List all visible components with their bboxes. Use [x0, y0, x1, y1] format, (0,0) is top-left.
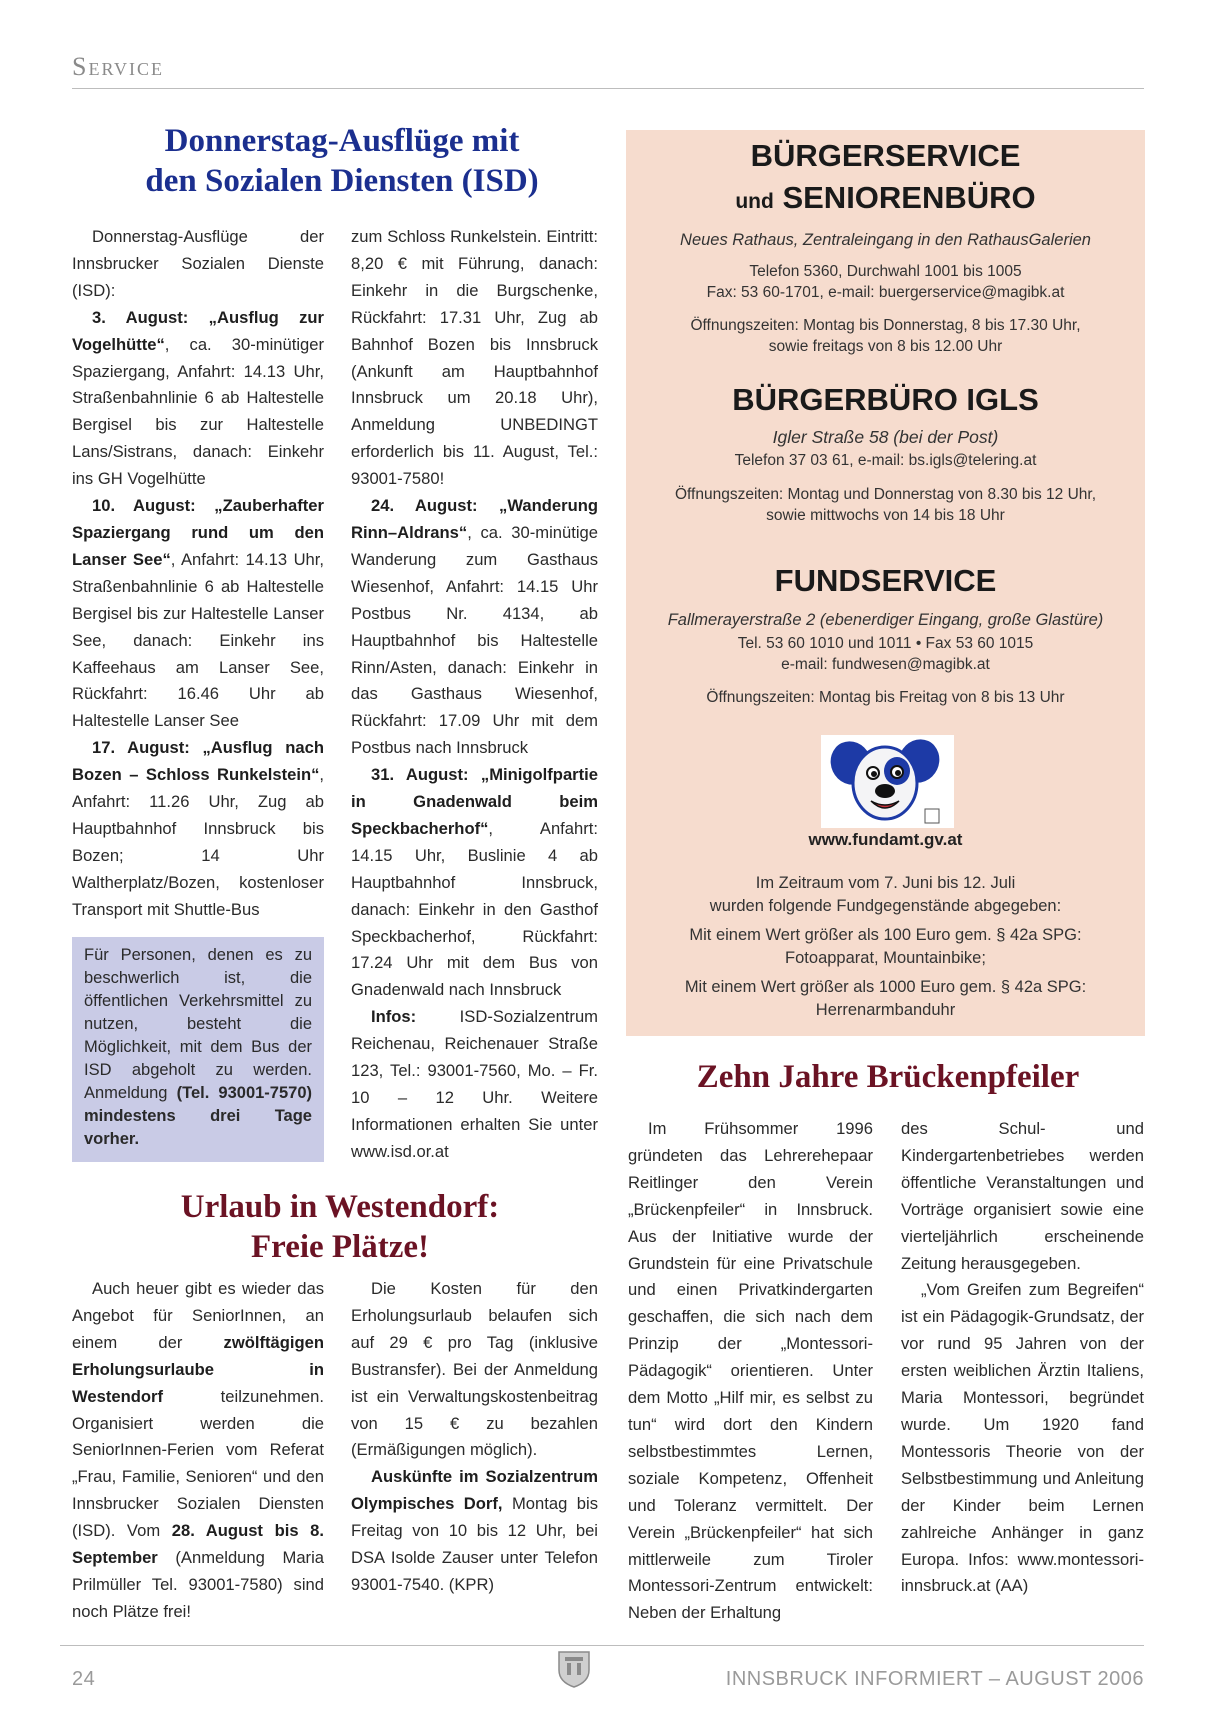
section-label: Service [72, 52, 165, 81]
fundservice-phone: Tel. 53 60 1010 und 1011 • Fax 53 60 1015 [737, 635, 1034, 652]
found-items-2: wurden folgende Fundgegenstände abgegeben: [709, 897, 1062, 915]
trip-3 [72, 735, 324, 923]
seniorenbuero-title [626, 180, 1145, 216]
dog-icon [821, 735, 954, 828]
trip-3-title: 17. August: „Ausflug nach Bozen – Schloss Runkelstein“ [72, 738, 324, 785]
trip-2-text: , Anfahrt: 14.13 Uhr, Straßenbahnlinie 6 ab Haltestelle Bergisel bis zur Haltestelle Lanser See, danach: Einkehr ins Kaffeehaus am Lanser See, Rückfahrt: 16.46 Uhr ab Haltestelle Lanser See [72, 549, 325, 731]
trip-4-title: 24. August: „Wanderung Rinn–Aldrans“ [351, 496, 598, 542]
westendorf-text1 [72, 1276, 324, 1626]
article1-title [72, 122, 612, 201]
und-label: und [735, 190, 774, 213]
trip-1 [72, 305, 324, 493]
buergerservice-phone: Telefon 5360, Durchwahl 1001 bis 1005 [749, 263, 1022, 280]
trip-3-continued: zum Schloss Runkelstein. Eintritt: 8,20 € mit Führung, danach: Einkehr in die Burgschenke, Rückfahrt: 17.31 Uhr, Zug ab Bahnhof Bozen bis Innsbruck (Ankunft am Hauptbahnhof Innsbruck um 20.18 Uhr), Anmeldung UNBEDINGT erforderlich bis 11. August, Tel.: 93001-7580! [351, 227, 598, 489]
article2-title-line2: Freie Plätze! [250, 1228, 430, 1265]
article1-title-line1: Donnerstag-Ausflüge mit [164, 123, 520, 159]
footer-divider [60, 1645, 1144, 1646]
fundamt-dog-mascot [821, 735, 954, 828]
found-items-6: Herrenarmbanduhr [815, 1001, 956, 1019]
article1-intro: Donnerstag-Ausflüge der Innsbrucker Sozialen Dienste (ISD): [72, 227, 324, 300]
westendorf-text1b: teilzunehmen. Organisiert werden die SeniorInnen-Ferien vom Referat „Frau, Familie, Senioren“ und den Innsbrucker Sozialen Diensten (ISD). Vom [72, 1386, 324, 1541]
found-items-4: Fotoapparat, Mountainbike; [785, 949, 986, 967]
publication-name: INNSBRUCK INFORMIERT – AUGUST 2006 [725, 1668, 1144, 1690]
page-number: 24 [72, 1668, 96, 1690]
seniorenbuero-label: SENIORENBÜRO [782, 180, 1036, 215]
article3-column1 [628, 1116, 873, 1627]
article1-title-line2: den Sozialen Diensten (ISD) [145, 162, 539, 199]
igls-address: Igler Straße 58 (bei der Post) [772, 427, 999, 447]
trip-3-text: , Anfahrt: 11.26 Uhr, Zug ab Hauptbahnhof Innsbruck bis Bozen; 14 Uhr Waltherplatz/Bozen, kostenloser Transport mit Shuttle-Bus [72, 765, 324, 919]
trip-5-title: 31. August: „Minigolfpartie in Gnadenwald beim Speckbacherhof“ [351, 765, 598, 838]
igls-hours1: Öffnungszeiten: Montag und Donnerstag von 8.30 bis 12 Uhr, [674, 486, 1097, 503]
fundamt-url[interactable]: www.fundamt.gv.at [808, 830, 963, 849]
header-divider [72, 88, 1144, 89]
isd-pickup-text: Für Personen, denen es zu beschwerlich ist, die öffentlichen Verkehrsmittel zu nutzen, besteht die Möglichkeit, mit dem Bus der ISD abgeholt zu werden. Anmeldung [84, 946, 312, 1102]
trip-4 [351, 493, 598, 762]
trip-5-text: , Anfahrt: 14.15 Uhr, Buslinie 4 ab Hauptbahnhof Innsbruck, danach: Einkehr in den Gasthof Speckbacherhof, Rückfahrt: 17.24 Uhr mit dem Bus von Gnadenwald nach Innsbruck [351, 818, 598, 1000]
fundservice-title: FUNDSERVICE [774, 563, 997, 598]
isd-info [351, 1004, 598, 1165]
westendorf-text1a: Auch heuer gibt es wieder das Angebot für SeniorInnen, an einem der [72, 1279, 324, 1352]
fundservice-email: e-mail: fundwesen@magibk.at [781, 656, 990, 673]
brueckenpfeiler-text1: Im Frühsommer 1996 gründeten das Lehrerehepaar Reitlinger den Verein „Brückenpfeiler“ in Innsbruck. Aus der Initiative wurde der Grundstein für eine Privatschule und einen Privatkindergarten geschaffen, die sich nach dem Prinzip der „Montessori-Pädagogik“ orientieren. Unter dem Motto „Hilf mir, es selbst zu tun“ wird dort den Kindern selbstbestimmtes Lernen, soziale Kompetenz, Offenheit und Toleranz vermittelt. Der Verein „Brückenpfeiler“ hat sich mittlerweile zum Tiroler Montessori-Zentrum entwickelt: Neben der Erhaltung [628, 1119, 873, 1623]
trip-4-text: , ca. 30-minütige Wanderung zum Gasthaus Wiesenhof, Anfahrt: 14.15 Uhr Postbus Nr. 4134, ab Hauptbahnhof bis Haltestelle Rinn/Asten, danach: Einkehr in das Gasthaus Wiesenhof, Rückfahrt: 17.09 Uhr mit dem Postbus nach Innsbruck [351, 522, 598, 758]
igls-phone: Telefon 37 03 61, e-mail: bs.igls@telering.at [734, 452, 1037, 469]
trip-1-title: 3. August: „Ausflug zur Vogelhütte“ [72, 307, 324, 354]
trip-2-title: 10. August: „Zauberhafter Spaziergang rund um den Lanser See“ [72, 496, 324, 569]
article3-column2 [901, 1116, 1144, 1600]
article3-title: Zehn Jahre Brückenpfeiler [696, 1059, 1080, 1095]
found-items-3: Mit einem Wert größer als 100 Euro gem. § 42a SPG: [689, 926, 1082, 944]
trip-1-text: , ca. 30-minütiger Spaziergang, Anfahrt: 14.13 Uhr, Straßenbahnlinie 6 ab Haltestelle Bergisel bis zur Haltestelle Lans/Sistrans, danach: Einkehr ins GH Vogelhütte [72, 334, 324, 489]
igls-title: BÜRGERBÜRO IGLS [732, 382, 1039, 417]
city-crest-icon [557, 1648, 591, 1688]
buergerservice-hours2: sowie freitags von 8 bis 12.00 Uhr [768, 338, 1003, 355]
isd-pickup-phone: (Tel. 93001-7570) mindestens drei Tage vorher. [84, 1084, 313, 1148]
article2-column1 [72, 1276, 324, 1626]
isd-pickup-box [72, 937, 324, 1162]
buergerservice-fax: Fax: 53 60-1701, e-mail: buergerservice@magibk.at [706, 284, 1065, 301]
westendorf-info-label: Auskünfte im Sozialzentrum Olympisches Dorf, [351, 1467, 598, 1514]
buergerservice-hours1: Öffnungszeiten: Montag bis Donnerstag, 8 bis 17.30 Uhr, [690, 317, 1081, 334]
westendorf-dates: 28. August bis 8. September [72, 1521, 324, 1568]
brueckenpfeiler-text3: „Vom Greifen zum Begreifen“ ist ein Pädagogik-Grundsatz, der vor rund 95 Jahren von der ersten weiblichen Ärztin Italiens, Maria Montessori, begründet wurde. Um 1920 fand Montessoris Theorie von der Selbstbestimmung und Anleitung der Kinder beim Lernen zahlreiche Anhänger in ganz Europa. Infos: www.montessori-innsbruck.at (AA) [901, 1280, 1144, 1596]
fundservice-hours: Öffnungszeiten: Montag bis Freitag von 8 bis 13 Uhr [706, 689, 1065, 706]
westendorf-highlight1: zwölftägigen Erholungsurlaube in Westendorf [72, 1332, 324, 1406]
found-items-5: Mit einem Wert größer als 1000 Euro gem. § 42a SPG: [684, 978, 1087, 996]
article2-title [100, 1188, 580, 1267]
trip-5 [351, 762, 598, 1004]
found-items-1: Im Zeitraum vom 7. Juni bis 12. Juli [755, 874, 1016, 892]
westendorf-info-text: Montag bis Freitag von 10 bis 12 Uhr, bei DSA Isolde Zauser unter Telefon 93001-7540. (KPR) [351, 1494, 599, 1594]
article2-title-line1: Urlaub in Westendorf: [180, 1189, 500, 1225]
trip-2 [72, 493, 324, 735]
westendorf-info [351, 1464, 598, 1599]
buergerservice-address: Neues Rathaus, Zentraleingang in den RathausGalerien [680, 231, 1091, 249]
article2-column2 [351, 1276, 598, 1599]
isd-info-text: ISD-Sozialzentrum Reichenau, Reichenauer Straße 123, Tel.: 93001-7560, Mo. – Fr. 10 – 12 Uhr. Weitere Informationen erhalten Sie unter www.isd.or.at [351, 1007, 598, 1161]
igls-hours2: sowie mittwochs von 14 bis 18 Uhr [766, 507, 1005, 524]
service-box [626, 130, 1145, 1036]
isd-info-label: Infos: [371, 1007, 417, 1027]
fundservice-address: Fallmerayerstraße 2 (ebenerdiger Eingang, große Glastüre) [667, 611, 1104, 629]
westendorf-text1c: (Anmeldung Maria Prilmüller Tel. 93001-7580) sind noch Plätze frei! [72, 1548, 324, 1621]
brueckenpfeiler-text2: des Schul- und Kindergartenbetriebes werden öffentliche Veranstaltungen und Vorträge organisiert sowie eine vierteljährlich erscheinende Zeitung herausgegeben. [901, 1119, 1144, 1273]
article1-column1 [72, 224, 324, 924]
westendorf-costs: Die Kosten für den Erholungsurlaub belaufen sich auf 29 € pro Tag (inklusive Bustransfer). Bei der Anmeldung ist ein Verwaltungskostenbeitrag von 15 € zu bezahlen (Ermäßigungen möglich). [351, 1279, 598, 1460]
buergerservice-title: BÜRGERSERVICE [750, 138, 1021, 173]
article1-column2 [351, 224, 598, 1166]
